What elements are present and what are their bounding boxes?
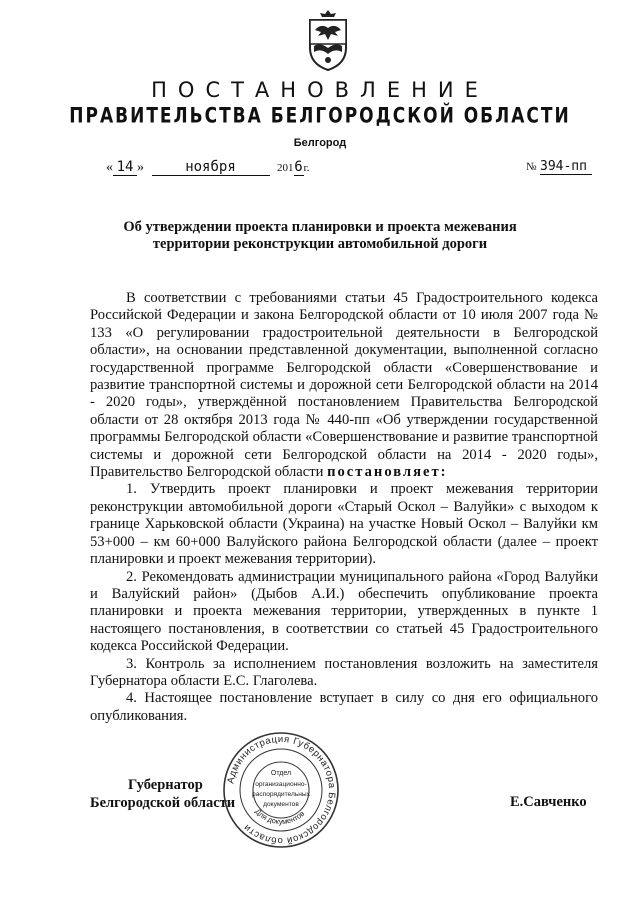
signatory-position xyxy=(90,776,235,812)
stamp-center-line-2: организационно- xyxy=(255,781,307,788)
heading-line-1: Об утверждении проекта планировки и проекта межевания xyxy=(123,219,517,235)
quote-close: » xyxy=(137,160,144,175)
stamp-ring-text: Администрация Губернатора Белгородской области xyxy=(225,733,338,847)
preamble-paragraph xyxy=(90,290,598,481)
stamp-center-line-4: документов xyxy=(263,801,299,808)
number-value: 394-пп xyxy=(540,159,592,175)
svg-text:Для документов xyxy=(253,807,306,826)
date-year-digit: 6 xyxy=(294,159,303,175)
position-line-1: Губернатор xyxy=(128,777,203,793)
stamp-center-line-1: Отдел xyxy=(270,770,292,777)
date-year-prefix: 201 xyxy=(277,162,294,174)
document-number xyxy=(526,159,592,175)
date-year-suffix: г. xyxy=(303,162,310,174)
date-day: 14 xyxy=(113,159,137,176)
date-month: ноября xyxy=(152,159,270,176)
city-name: Белгород xyxy=(293,137,347,149)
list-item: 2. Рекомендовать администрации муниципального района «Город Валуйки и Валуйский район» (Дыбов А.И.) обеспечить опубликование проекта планировки и проекта межевания территории, утвержденных в пункте 1 настоящего постановления, в соответствии со статьей 45 Градостроительного кодекса Российской Федерации. xyxy=(90,568,598,655)
list-item: 1. Утвердить проект планировки и проект межевания территории реконструкции автомобильной дороги «Старый Оскол – Валуйки» с выходом к границе Харьковской области (Украина) на участке Новый Оскол – Валуйки км 53+000 – км 60+000 Валуйского района Белгородской области (далее – проект планировки и проект межевания территории). xyxy=(90,481,598,568)
position-line-2: Белгородской области xyxy=(90,795,236,811)
stamp-inner-ring-text: Для документов xyxy=(253,806,307,827)
preamble-text: В соответствии с требованиями статьи 45 Градостроительного кодекса Российской Федерации и закона Белгородской области от 10 июля 2007 года № 133 «О регулировании градостроительной деятельности в Белгородской области», на основании представленной документации, выполненной согласно государственной программе Белгородской области «Совершенствование и развитие транспортной системы и дорожной сети Белгородской области на 2014 - 2020 годы», утверждённой постановлением Правительства Белгородской области от 28 октября 2013 года № 440-пп «Об утверждении государственной программы Белгородской области «Совершенствование и развитие транспортной системы и дорожной сети Белгородской области на 2014 - 2020 годы», Правительство Белгородской области xyxy=(90,290,598,481)
document-date xyxy=(106,159,310,176)
coat-of-arms-icon xyxy=(305,8,351,72)
document-body xyxy=(90,290,598,725)
decree-word: постановляет: xyxy=(327,464,448,481)
issuing-authority: ПРАВИТЕЛЬСТВА БЕЛГОРОДСКОЙ ОБЛАСТИ xyxy=(69,103,571,129)
quote-open: « xyxy=(106,160,113,175)
document-type-title: ПОСТАНОВЛЕНИЕ xyxy=(151,78,489,102)
list-item: 4. Настоящее постановление вступает в силу со дня его официального опубликования. xyxy=(90,690,598,724)
number-label: № xyxy=(526,161,537,173)
signatory-name: Е.Савченко xyxy=(510,794,587,810)
list-item: 3. Контроль за исполнением постановления возложить на заместителя Губернатора области Е.С. Глаголева. xyxy=(90,655,598,689)
heading-line-2: территории реконструкции автомобильной дороги xyxy=(152,236,488,252)
official-stamp xyxy=(222,731,340,849)
stamp-center-line-3: распорядительных xyxy=(252,791,310,798)
document-heading xyxy=(0,219,640,253)
